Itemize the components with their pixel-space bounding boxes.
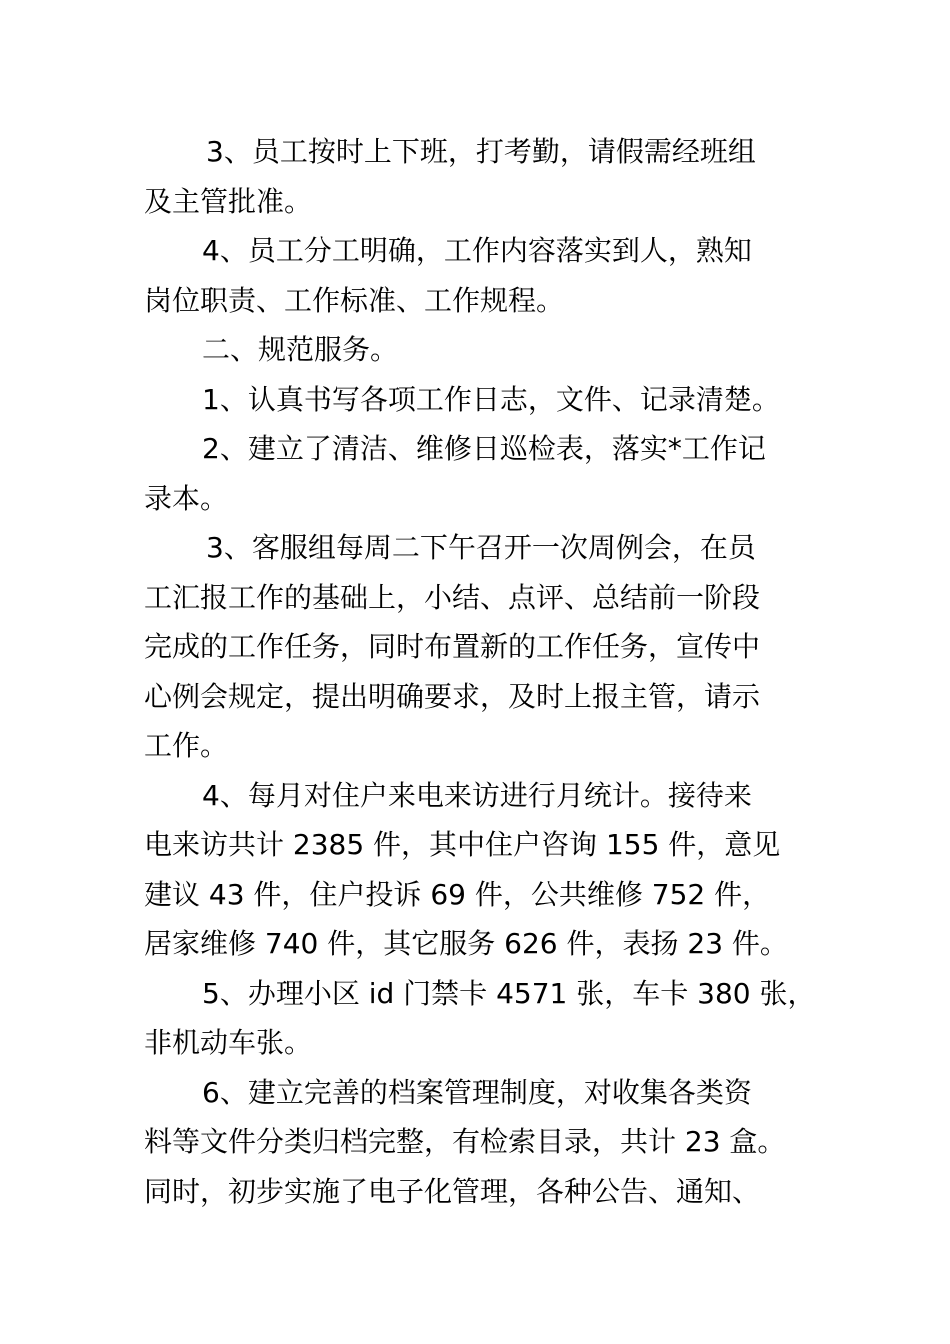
paragraph xyxy=(144,375,806,425)
text-line: 4、每月对住户来电来访进行月统计。接待来 xyxy=(202,778,752,812)
text-line: 工汇报工作的基础上，小结、点评、总结前一阶段 xyxy=(144,580,761,614)
text-line: 非机动车张。 xyxy=(144,1026,313,1059)
text-line: 4、员工分工明确，工作内容落实到人，熟知 xyxy=(202,234,752,267)
text-line: 3、员工按时上下班，打考勤，请假需经班组 xyxy=(206,135,756,168)
text-line: 岗位职责、工作标准、工作规程。 xyxy=(144,283,565,317)
text-line: 同时，初步实施了电子化管理，各种公告、通知、 xyxy=(144,1174,761,1208)
paragraph xyxy=(144,325,806,375)
text-line: 完成的工作任务，同时布置新的工作任务，宣传中 xyxy=(144,630,761,663)
paragraph xyxy=(144,127,806,226)
text-line: 2、建立了清洁、维修日巡检表，落实*工作记 xyxy=(202,432,766,465)
text-line: 及主管批准。 xyxy=(144,184,313,218)
paragraph xyxy=(144,1068,806,1217)
paragraph xyxy=(144,424,806,523)
text-line: 5、办理小区 id 门禁卡 4571 张，车卡 380 张， xyxy=(202,976,816,1010)
text-line: 6、建立完善的档案管理制度，对收集各类资 xyxy=(202,1075,752,1109)
text-line: 心例会规定，提出明确要求，及时上报主管，请示 xyxy=(144,679,761,713)
text-line: 录本。 xyxy=(144,481,229,515)
text-line: 3、客服组每周二下午召开一次周例会，在员 xyxy=(206,531,756,564)
text-line: 电来访共计 2385 件，其中住户咨询 155 件，意见 xyxy=(144,828,781,861)
paragraph xyxy=(144,226,806,325)
text-line: 料等文件分类归档完整，有检索目录，共计 23 盒。 xyxy=(144,1125,786,1158)
document-body xyxy=(144,127,816,1216)
paragraph xyxy=(144,771,806,969)
text-line: 工作。 xyxy=(144,729,229,762)
text-line: 1、认真书写各项工作日志，文件、记录清楚。 xyxy=(202,382,780,416)
paragraph xyxy=(144,969,816,1068)
paragraph xyxy=(144,523,806,771)
text-line: 居家维修 740 件，其它服务 626 件，表扬 23 件。 xyxy=(144,927,788,960)
text-line: 建议 43 件，住户投诉 69 件，公共维修 752 件， xyxy=(144,877,771,911)
text-line: 二、规范服务。 xyxy=(202,333,399,366)
